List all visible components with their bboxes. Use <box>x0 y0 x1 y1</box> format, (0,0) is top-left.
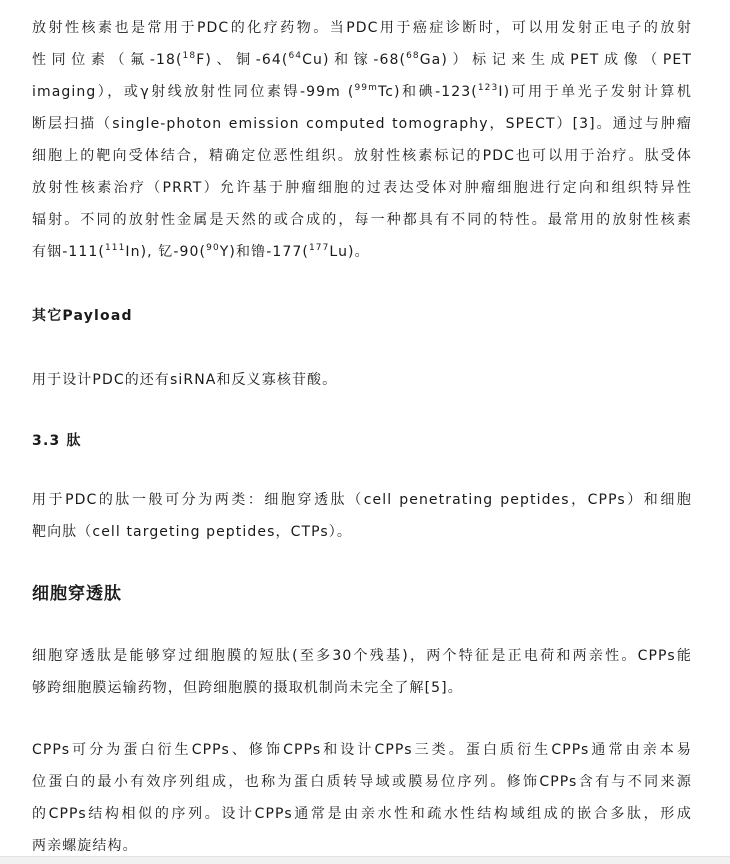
paragraph-peptide-types <box>32 484 692 548</box>
text-segment: Cu)和镓-68( <box>302 52 407 68</box>
heading-cell-penetrating-peptides: 细胞穿透肽 <box>32 584 122 604</box>
text-line: 够跨细胞膜运输药物，但跨细胞膜的摄取机制尚未完全了解[5]。 <box>32 680 463 696</box>
text-segment: Lu)。 <box>329 244 370 260</box>
heading-section-3-3: 3.3 肽 <box>32 433 82 449</box>
isotope-mass: 18 <box>182 51 197 61</box>
text-line: CPPs可分为蛋白衍生CPPs、修饰CPPs和设计CPPs三类。蛋白质衍生CPPs通常由亲本易 <box>32 742 692 758</box>
article-body <box>32 10 692 862</box>
text-segment: 有铟-111( <box>32 244 105 260</box>
text-segment: Y)和镥-177( <box>219 244 309 260</box>
paragraph-radionuclides <box>32 12 692 268</box>
text-line <box>32 44 692 76</box>
paragraph-cpp-classes <box>32 734 692 862</box>
text-line: 放射性核素治疗（PRRT）允许基于肿瘤细胞的过表达受体对肿瘤细胞进行定向和组织特异性 <box>32 180 692 196</box>
isotope-mass: 111 <box>104 243 126 253</box>
text-segment: 性同位素（氟-18( <box>32 52 183 68</box>
text-segment: F)、铜-64( <box>196 52 289 68</box>
paragraph-cpp-definition <box>32 640 692 704</box>
text-segment: In), 钇-90( <box>125 244 207 260</box>
isotope-mass: 123 <box>477 83 499 93</box>
heading-other-payload: 其它Payload <box>32 308 133 324</box>
text-line: 细胞穿透肽是能够穿过细胞膜的短肽(至多30个残基)，两个特征是正电荷和两亲性。CPPs能 <box>32 648 692 664</box>
text-line: 靶向肽（cell targeting peptides，CTPs）。 <box>32 524 352 540</box>
text-segment: Ga)）标记来生成PET成像（PET <box>419 52 692 68</box>
text-segment: Tc)和碘-123( <box>377 84 478 100</box>
isotope-mass: 90 <box>206 243 220 253</box>
isotope-mass: 99m <box>354 83 378 93</box>
text-line: 断层扫描（single-photon emission computed tomography，SPECT）[3]。通过与肿瘤 <box>32 116 692 132</box>
text-line: 的CPPs结构相似的序列。设计CPPs通常是由亲水性和疏水性结构域组成的嵌合多肽，形成 <box>32 806 692 822</box>
text-line <box>32 236 692 268</box>
text-segment: imaging），或γ射线放射性同位素锝-99m ( <box>32 84 355 100</box>
text-line: 辐射。不同的放射性金属是天然的或合成的，每一种都具有不同的特性。最常用的放射性核素 <box>32 212 692 228</box>
text-segment: I)可用于单光子发射计算机 <box>498 84 692 100</box>
paragraph-other-payload: 用于设计PDC的还有siRNA和反义寡核苷酸。 <box>32 372 338 388</box>
text-line: 用于PDC的肽一般可分为两类：细胞穿透肽（cell penetrating peptides，CPPs）和细胞 <box>32 492 693 508</box>
text-line: 放射性核素也是常用于PDC的化疗药物。当PDC用于癌症诊断时，可以用发射正电子的放射 <box>32 20 692 36</box>
text-line <box>32 76 692 108</box>
isotope-mass: 68 <box>406 51 420 61</box>
text-line: 位蛋白的最小有效序列组成，也称为蛋白质转导域或膜易位序列。修饰CPPs含有与不同来源 <box>32 774 692 790</box>
text-line: 两亲螺旋结构。 <box>32 838 138 854</box>
text-line: 细胞上的靶向受体结合，精确定位恶性组织。放射性核素标记的PDC也可以用于治疗。肽受体 <box>32 148 692 164</box>
isotope-mass: 177 <box>308 243 330 253</box>
isotope-mass: 64 <box>288 51 303 61</box>
